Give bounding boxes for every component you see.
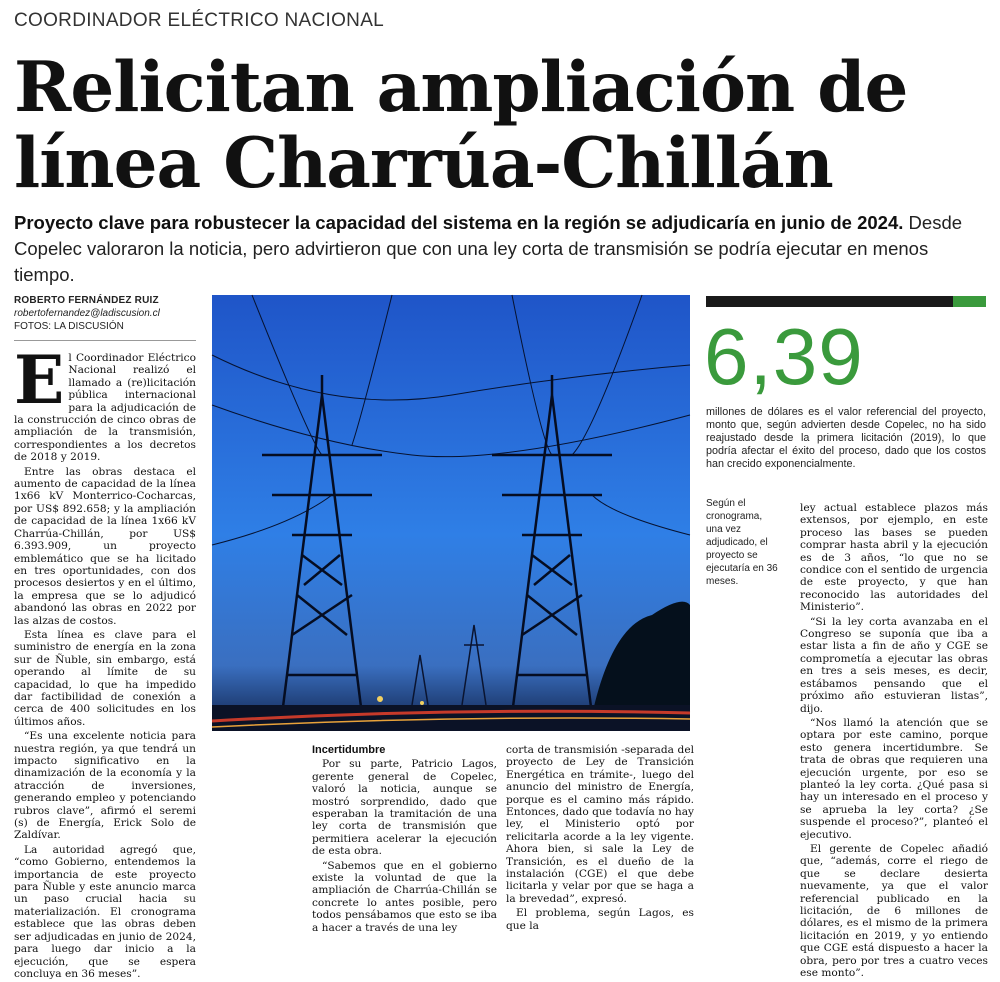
- paragraph: La autoridad agregó que, “como Gobierno, entendemos la importancia de este proyecto para Ñuble y este anuncio marca un paso crucial hacia su materialización. El cronograma establece que las obras deben ser adjudicadas en junio de 2024, para luego dar inicio a la ejecución, que se espera concluya en 36 meses”.: [14, 843, 196, 980]
- body-column-2: [312, 744, 497, 936]
- byline-author: ROBERTO FERNÁNDEZ RUIZ: [14, 295, 159, 306]
- byline: [14, 294, 160, 333]
- power-transmission-towers-photo: [212, 295, 690, 731]
- headline-line-2: línea Charrúa-Chillán: [14, 123, 833, 204]
- paragraph: “Sabemos que en el gobierno existe la voluntad de que la ampliación de Charrúa-Chillán se concrete lo antes posible, pero todos pensábamos que esto se iba a hacer a través de una ley: [312, 859, 497, 934]
- body-column-3: [506, 744, 694, 934]
- paragraph: El gerente de Copelec añadió que, “además, corre el riego de que se declare desierta nuevamente, ya que el valor referencial publicado en la licitación, de 6 millones de dólares, es el mismo de la primera licitación en 2019, y yo entiendo que CGE está dispuesto a hacer la obra, pero por tres a cuatro veces ese monto”.: [800, 842, 988, 980]
- stat-bar-accent: [953, 296, 986, 307]
- deck: [14, 210, 989, 288]
- stat-description: millones de dólares es el valor referencial del proyecto, monto que, según advierten desde Copelec, no ha sido reajustado desde la primera licitación (2019), lo que podría afectar el éxito del proceso, dado que los costos han crecido exponencialmente.: [706, 406, 986, 470]
- subhead: Incertidumbre: [312, 744, 386, 756]
- deck-bold: Proyecto clave para robustecer la capacidad del sistema en la región se adjudicaría en junio de 2024.: [14, 212, 904, 233]
- stat-value: 6,39: [704, 312, 864, 401]
- deck-rest: Desde Copelec valoraron la noticia, pero advirtieron que con una ley corta de transmisión se podría ejecutar en menos tiempo.: [14, 212, 963, 285]
- paragraph: corta de transmisión -separada del proyecto de Ley de Transición Energética en trámite-, luego del anuncio del ministro de Energía, porque es el camino más rápido. Entonces, dado que todavía no hay ley, el Ministerio optó por relicitarla acorde a la ley vigente. Ahora bien, si sale la Ley de Transición, es el dueño de la instalación (CGE) el que debe licitarla y velar por que se haga a la brevedad”, expresó.: [506, 744, 694, 905]
- headline-line-1: Relicitan ampliación de: [14, 47, 908, 128]
- body-column-1: [14, 341, 196, 982]
- paragraph-text: l Coordinador Eléctrico Nacional realizó el llamado a (re)licitación pública internacional para la adjudicación de la construcción de cinco obras de ampliación de la transmisión, correspondientes a los decretos de 2018 y 2019.: [14, 352, 196, 464]
- headline: [14, 47, 994, 204]
- paragraph: “Si la ley corta avanzaba en el Congreso se suponía que iba a estar lista a fin de año y CGE se comprometía a ejecutar las obras en tres a seis meses, es decir, estábamos pensando que el próximo año estuvieran listas”, dijo.: [800, 615, 988, 715]
- paragraph: ley actual establece plazos más extensos, por ejemplo, en este proceso las bases se pueden comprar hasta abril y la ejecución es de 3 años, “lo que no se condice con el sentido de urgencia de este proyecto, y que han reconocido las autoridades del Ministerio”.: [800, 502, 988, 614]
- paragraph: “Es una excelente noticia para nuestra región, ya que tendrá un impacto significativo en la dinamización de la economía y la atracción de inversiones, generando empleo y potenciando rubros clave”, afirmó el seremi (s) de Energía, Erick Solo de Zaldívar.: [14, 730, 196, 842]
- photo-caption: Según el cronograma, una vez adjudicado, el proyecto se ejecutaría en 36 meses.: [706, 498, 778, 587]
- section-label: COORDINADOR ELÉCTRICO NACIONAL: [14, 10, 385, 31]
- stat-bar: [706, 296, 986, 307]
- paragraph: Entre las obras destaca el aumento de capacidad de la línea 1x66 kV Monterrico-Cocharcas, por US$ 892.658; y la ampliación de capacidad de la línea 1x66 kV Charrúa-Chillán, por US$ 6.393.909, un proyecto emblemático que se ha licitado en tres oportunidades, con dos procesos desiertos y en el último, la empresa que se lo adjudicó abandonó las obras en 2022 por las alzas de costos.: [14, 465, 196, 627]
- paragraph: [14, 341, 196, 464]
- paragraph: “Nos llamó la atención que se optara por este camino, porque esto genera incertidumbre. Se trata de obras que requieren una ejecución urgente, por eso se planteó la ley corta. ¿Qué pasa si hay un interesado en el proceso y se aprueba la ley corta? ¿Se suspende el proceso?”, planteó el ejecutivo.: [800, 716, 988, 841]
- byline-email: robertofernandez@ladiscusion.cl: [14, 308, 160, 319]
- paragraph: El problema, según Lagos, es que la: [506, 907, 694, 932]
- paragraph: Esta línea es clave para el suministro de energía en la zona sur de Ñuble, sin embargo, está operando al límite de su capacidad, lo que ha impedido dar factibilidad de conexión a cerca de 400 solicitudes en los últimos años.: [14, 628, 196, 728]
- byline-photo-credit: FOTOS: LA DISCUSIÓN: [14, 321, 124, 332]
- drop-cap: E: [14, 341, 65, 419]
- body-column-4: [800, 502, 988, 981]
- paragraph: Por su parte, Patricio Lagos, gerente general de Copelec, valoró la noticia, aunque se mostró sorprendido, dado que esperaban la tramitación de una ley corta de transmisión que permitiera acelerar la ejecución de esta obra.: [312, 758, 497, 858]
